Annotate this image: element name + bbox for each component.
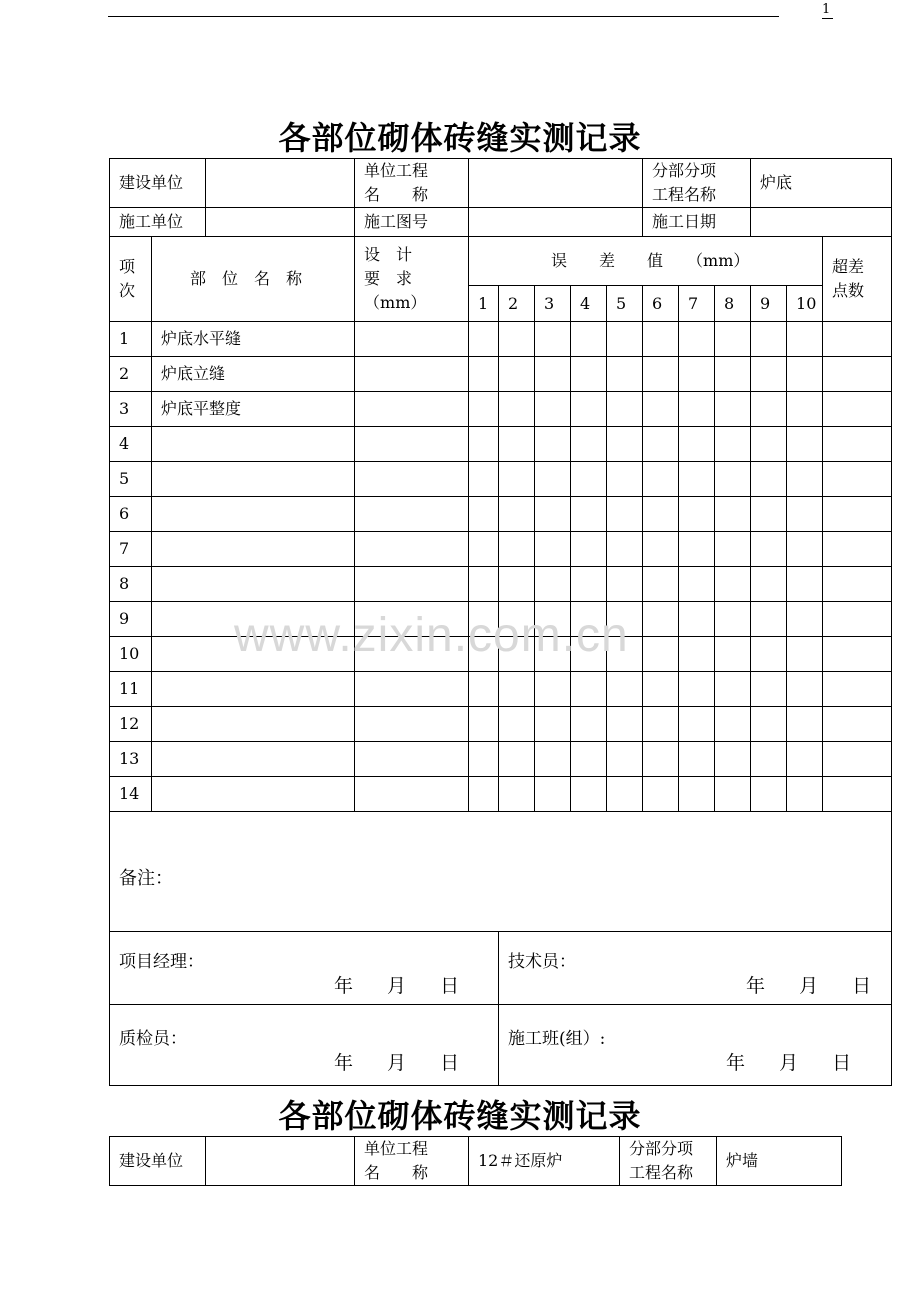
row-number: 9: [110, 602, 152, 637]
info-row-1-form2: [110, 1137, 842, 1186]
error-value-cell[interactable]: [571, 672, 607, 707]
error-value-cell[interactable]: [787, 322, 823, 357]
construction-team-label: 施工班(组）:: [508, 1029, 606, 1049]
error-value-cell[interactable]: [643, 637, 679, 672]
error-value-cell[interactable]: [499, 497, 535, 532]
over-tolerance-cell[interactable]: [823, 777, 892, 812]
part-name-cell[interactable]: [152, 672, 355, 707]
error-value-cell[interactable]: [751, 462, 787, 497]
unit-project-label-2: 单位工程 名 称: [355, 1137, 469, 1186]
error-value-cell[interactable]: [679, 462, 715, 497]
error-value-cell[interactable]: [535, 462, 571, 497]
construction-team-date: 年 月 日: [726, 1052, 866, 1074]
error-value-cell[interactable]: [715, 392, 751, 427]
error-col-header: 5: [607, 286, 643, 322]
construction-date-label: 施工日期: [643, 208, 751, 237]
construction-unit-label-2: 建设单位: [110, 1137, 206, 1186]
error-value-cell[interactable]: [787, 427, 823, 462]
error-col-header: 8: [715, 286, 751, 322]
error-value-cell[interactable]: [469, 742, 499, 777]
error-value-cell[interactable]: [679, 602, 715, 637]
error-value-cell[interactable]: [499, 322, 535, 357]
over-tolerance-cell[interactable]: [823, 392, 892, 427]
error-value-cell[interactable]: [469, 567, 499, 602]
remarks-label: 备注：: [119, 867, 173, 889]
table-row: [110, 567, 892, 602]
design-requirement-cell[interactable]: [355, 672, 469, 707]
part-name-cell[interactable]: 炉底立缝: [152, 357, 355, 392]
error-value-cell[interactable]: [751, 392, 787, 427]
error-value-cell[interactable]: [715, 357, 751, 392]
error-value-cell[interactable]: [535, 427, 571, 462]
sub-item-label-2: 分部分项 工程名称: [620, 1137, 717, 1186]
error-col-header: 7: [679, 286, 715, 322]
info-row-2: [110, 208, 892, 237]
design-requirement-cell[interactable]: [355, 567, 469, 602]
column-header-row-1: [110, 237, 892, 286]
error-value-cell[interactable]: [715, 777, 751, 812]
row-number: 4: [110, 427, 152, 462]
error-value-cell[interactable]: [469, 322, 499, 357]
error-value-cell[interactable]: [571, 532, 607, 567]
table-row: [110, 707, 892, 742]
table-row: [110, 462, 892, 497]
unit-project-value-2[interactable]: 12＃还原炉: [469, 1137, 620, 1186]
error-value-cell[interactable]: [751, 567, 787, 602]
error-value-cell[interactable]: [679, 357, 715, 392]
error-value-cell[interactable]: [607, 462, 643, 497]
row-number: 3: [110, 392, 152, 427]
error-value-cell[interactable]: [469, 392, 499, 427]
over-tolerance-header: 超差 点数: [823, 237, 892, 322]
error-value-cell[interactable]: [535, 357, 571, 392]
error-value-cell[interactable]: [607, 707, 643, 742]
error-value-cell[interactable]: [787, 497, 823, 532]
technician-cell[interactable]: [499, 932, 892, 1005]
over-tolerance-cell[interactable]: [823, 462, 892, 497]
error-value-cell[interactable]: [499, 392, 535, 427]
row-number: 7: [110, 532, 152, 567]
over-tolerance-cell[interactable]: [823, 427, 892, 462]
table-row: [110, 532, 892, 567]
construction-unit-value[interactable]: [206, 159, 355, 208]
error-value-cell[interactable]: [469, 497, 499, 532]
table-row: [110, 672, 892, 707]
error-value-cell[interactable]: [751, 637, 787, 672]
error-value-cell[interactable]: [643, 462, 679, 497]
drawing-no-value[interactable]: [469, 208, 643, 237]
error-value-cell[interactable]: [787, 637, 823, 672]
error-value-cell[interactable]: [607, 427, 643, 462]
error-value-cell[interactable]: [535, 497, 571, 532]
error-value-cell[interactable]: [787, 777, 823, 812]
page-number: 1: [822, 2, 831, 17]
error-value-cell[interactable]: [751, 672, 787, 707]
quality-inspector-label: 质检员：: [119, 1029, 187, 1049]
over-tolerance-cell[interactable]: [823, 532, 892, 567]
construction-unit-label: 建设单位: [110, 159, 206, 208]
unit-project-value[interactable]: [469, 159, 643, 208]
error-value-cell[interactable]: [499, 777, 535, 812]
construction-unit-value-2[interactable]: [206, 1137, 355, 1186]
builder-unit-value[interactable]: [206, 208, 355, 237]
error-value-cell[interactable]: [571, 567, 607, 602]
error-value-cell[interactable]: [469, 707, 499, 742]
construction-team-cell[interactable]: [499, 1005, 892, 1086]
error-value-cell[interactable]: [607, 392, 643, 427]
error-value-cell[interactable]: [571, 427, 607, 462]
error-value-cell[interactable]: [535, 777, 571, 812]
error-value-cell[interactable]: [643, 497, 679, 532]
sub-item-value[interactable]: 炉底: [751, 159, 892, 208]
row-number: 11: [110, 672, 152, 707]
sub-item-label: 分部分项 工程名称: [643, 159, 751, 208]
design-requirement-cell[interactable]: [355, 322, 469, 357]
row-number: 12: [110, 707, 152, 742]
builder-unit-label: 施工单位: [110, 208, 206, 237]
error-value-cell[interactable]: [715, 637, 751, 672]
error-value-cell[interactable]: [679, 742, 715, 777]
error-value-cell[interactable]: [571, 357, 607, 392]
over-tolerance-cell[interactable]: [823, 742, 892, 777]
error-value-cell[interactable]: [751, 602, 787, 637]
error-value-cell[interactable]: [571, 392, 607, 427]
error-value-cell[interactable]: [679, 707, 715, 742]
sub-item-value-2[interactable]: 炉墙: [717, 1137, 842, 1186]
error-value-cell[interactable]: [571, 497, 607, 532]
error-value-cell[interactable]: [499, 427, 535, 462]
document-title: 各部位砌体砖缝实测记录: [278, 119, 642, 157]
error-col-header: 3: [535, 286, 571, 322]
error-value-cell[interactable]: [751, 497, 787, 532]
error-value-cell[interactable]: [535, 742, 571, 777]
error-value-cell[interactable]: [643, 357, 679, 392]
error-value-cell[interactable]: [607, 497, 643, 532]
error-value-cell[interactable]: [751, 532, 787, 567]
row-number: 8: [110, 567, 152, 602]
over-tolerance-cell[interactable]: [823, 602, 892, 637]
construction-date-value[interactable]: [751, 208, 892, 237]
design-requirement-cell[interactable]: [355, 357, 469, 392]
row-number: 5: [110, 462, 152, 497]
error-col-header: 9: [751, 286, 787, 322]
design-requirement-cell[interactable]: [355, 497, 469, 532]
error-value-cell[interactable]: [787, 672, 823, 707]
error-value-cell[interactable]: [751, 357, 787, 392]
part-name-cell[interactable]: [152, 497, 355, 532]
table-row: [110, 497, 892, 532]
page-number-underline: [822, 18, 833, 19]
error-value-cell[interactable]: [499, 567, 535, 602]
error-value-cell[interactable]: [535, 707, 571, 742]
over-tolerance-cell[interactable]: [823, 707, 892, 742]
error-value-cell[interactable]: [643, 672, 679, 707]
part-name-cell[interactable]: [152, 707, 355, 742]
error-value-cell[interactable]: [751, 742, 787, 777]
error-value-cell[interactable]: [571, 462, 607, 497]
project-manager-label: 项目经理：: [119, 952, 204, 972]
design-requirement-cell[interactable]: [355, 462, 469, 497]
error-value-cell[interactable]: [643, 742, 679, 777]
error-value-cell[interactable]: [607, 742, 643, 777]
error-value-cell[interactable]: [787, 532, 823, 567]
table-row: [110, 357, 892, 392]
error-value-cell[interactable]: [679, 322, 715, 357]
error-value-cell[interactable]: [469, 672, 499, 707]
error-col-header: 1: [469, 286, 499, 322]
error-value-cell[interactable]: [787, 742, 823, 777]
error-value-cell[interactable]: [679, 532, 715, 567]
header-rule: [108, 16, 779, 17]
over-tolerance-cell[interactable]: [823, 672, 892, 707]
over-tolerance-cell[interactable]: [823, 497, 892, 532]
error-value-cell[interactable]: [751, 427, 787, 462]
error-value-cell[interactable]: [643, 322, 679, 357]
measurement-rows: [110, 322, 892, 812]
error-value-cell[interactable]: [787, 602, 823, 637]
quality-inspector-cell[interactable]: [110, 1005, 499, 1086]
error-value-cell[interactable]: [787, 567, 823, 602]
row-number: 1: [110, 322, 152, 357]
error-value-cell[interactable]: [535, 532, 571, 567]
table-row: [110, 392, 892, 427]
part-name-cell[interactable]: [152, 532, 355, 567]
item-no-header: 项 次: [110, 237, 152, 322]
error-value-cell[interactable]: [787, 357, 823, 392]
error-value-cell[interactable]: [715, 742, 751, 777]
design-requirement-cell[interactable]: [355, 707, 469, 742]
part-name-cell[interactable]: [152, 777, 355, 812]
design-requirement-cell[interactable]: [355, 777, 469, 812]
error-value-cell[interactable]: [643, 532, 679, 567]
error-value-cell[interactable]: [643, 777, 679, 812]
table-row: [110, 777, 892, 812]
table-row: [110, 742, 892, 777]
over-tolerance-cell[interactable]: [823, 357, 892, 392]
remarks-cell[interactable]: [110, 812, 892, 932]
error-value-cell[interactable]: [571, 777, 607, 812]
design-requirement-cell[interactable]: [355, 742, 469, 777]
table-row: [110, 322, 892, 357]
error-value-cell[interactable]: [643, 602, 679, 637]
row-number: 6: [110, 497, 152, 532]
error-value-cell[interactable]: [499, 672, 535, 707]
error-value-cell[interactable]: [469, 357, 499, 392]
error-value-cell[interactable]: [607, 322, 643, 357]
over-tolerance-cell[interactable]: [823, 322, 892, 357]
error-value-cell[interactable]: [643, 427, 679, 462]
error-value-cell[interactable]: [607, 777, 643, 812]
error-col-header: 2: [499, 286, 535, 322]
error-value-cell[interactable]: [535, 567, 571, 602]
error-value-cell[interactable]: [607, 567, 643, 602]
error-value-cell[interactable]: [679, 392, 715, 427]
error-col-header: 4: [571, 286, 607, 322]
remarks-row: [110, 812, 892, 932]
error-value-header: 误 差 值 （mm）: [469, 237, 823, 286]
signature-row-1: [110, 932, 892, 1005]
error-value-cell[interactable]: [715, 602, 751, 637]
quality-inspector-date: 年 月 日: [334, 1052, 474, 1074]
error-value-cell[interactable]: [679, 427, 715, 462]
row-number: 14: [110, 777, 152, 812]
drawing-no-label: 施工图号: [355, 208, 469, 237]
error-value-cell[interactable]: [469, 777, 499, 812]
part-name-cell[interactable]: 炉底水平缝: [152, 322, 355, 357]
part-name-cell[interactable]: [152, 567, 355, 602]
error-value-cell[interactable]: [535, 322, 571, 357]
technician-label: 技术员：: [508, 952, 577, 972]
over-tolerance-cell[interactable]: [823, 637, 892, 672]
measurement-form-table-2: [109, 1136, 842, 1186]
row-number: 10: [110, 637, 152, 672]
row-number: 13: [110, 742, 152, 777]
error-value-cell[interactable]: [751, 322, 787, 357]
error-value-cell[interactable]: [679, 672, 715, 707]
error-value-cell[interactable]: [643, 392, 679, 427]
technician-date: 年 月 日: [746, 975, 886, 997]
signature-row-2: [110, 1005, 892, 1086]
error-value-cell[interactable]: [751, 707, 787, 742]
error-value-cell[interactable]: [715, 462, 751, 497]
error-value-cell[interactable]: [535, 392, 571, 427]
error-value-cell[interactable]: [469, 462, 499, 497]
error-value-cell[interactable]: [679, 497, 715, 532]
error-value-cell[interactable]: [607, 672, 643, 707]
watermark: www.zixin.com.cn: [234, 609, 629, 662]
part-name-cell[interactable]: [152, 462, 355, 497]
part-name-cell[interactable]: [152, 742, 355, 777]
error-value-cell[interactable]: [571, 742, 607, 777]
part-name-cell[interactable]: 炉底平整度: [152, 392, 355, 427]
error-value-cell[interactable]: [751, 777, 787, 812]
error-value-cell[interactable]: [679, 777, 715, 812]
error-value-cell[interactable]: [469, 427, 499, 462]
error-value-cell[interactable]: [571, 707, 607, 742]
error-col-header: 10: [787, 286, 823, 322]
error-value-cell[interactable]: [499, 742, 535, 777]
error-value-cell[interactable]: [715, 567, 751, 602]
part-name-header: 部 位 名 称: [152, 237, 355, 322]
design-requirement-cell[interactable]: [355, 427, 469, 462]
over-tolerance-cell[interactable]: [823, 567, 892, 602]
error-value-cell[interactable]: [715, 532, 751, 567]
error-value-cell[interactable]: [787, 392, 823, 427]
project-manager-cell[interactable]: [110, 932, 499, 1005]
error-value-cell[interactable]: [715, 497, 751, 532]
error-value-cell[interactable]: [469, 532, 499, 567]
error-value-cell[interactable]: [571, 322, 607, 357]
project-manager-date: 年 月 日: [334, 975, 474, 997]
row-number: 2: [110, 357, 152, 392]
error-col-header: 6: [643, 286, 679, 322]
error-value-cell[interactable]: [535, 672, 571, 707]
error-value-cell[interactable]: [499, 707, 535, 742]
error-value-cell[interactable]: [679, 567, 715, 602]
error-value-cell[interactable]: [643, 567, 679, 602]
error-value-cell[interactable]: [787, 707, 823, 742]
error-value-cell[interactable]: [499, 462, 535, 497]
design-requirement-cell[interactable]: [355, 392, 469, 427]
error-value-cell[interactable]: [787, 462, 823, 497]
info-row-1: [110, 159, 892, 208]
error-value-cell[interactable]: [679, 637, 715, 672]
table-row: [110, 427, 892, 462]
design-requirement-header: 设 计 要 求 （mm）: [355, 237, 469, 322]
unit-project-label: 单位工程 名 称: [355, 159, 469, 208]
error-value-cell[interactable]: [499, 532, 535, 567]
error-value-cell[interactable]: [715, 672, 751, 707]
error-value-cell[interactable]: [643, 707, 679, 742]
design-requirement-cell[interactable]: [355, 532, 469, 567]
error-value-cell[interactable]: [499, 357, 535, 392]
error-value-cell[interactable]: [715, 707, 751, 742]
error-value-cell[interactable]: [607, 532, 643, 567]
error-value-cell[interactable]: [715, 427, 751, 462]
error-value-cell[interactable]: [607, 357, 643, 392]
error-value-cell[interactable]: [715, 322, 751, 357]
document-title-2: 各部位砌体砖缝实测记录: [278, 1097, 642, 1135]
part-name-cell[interactable]: [152, 427, 355, 462]
